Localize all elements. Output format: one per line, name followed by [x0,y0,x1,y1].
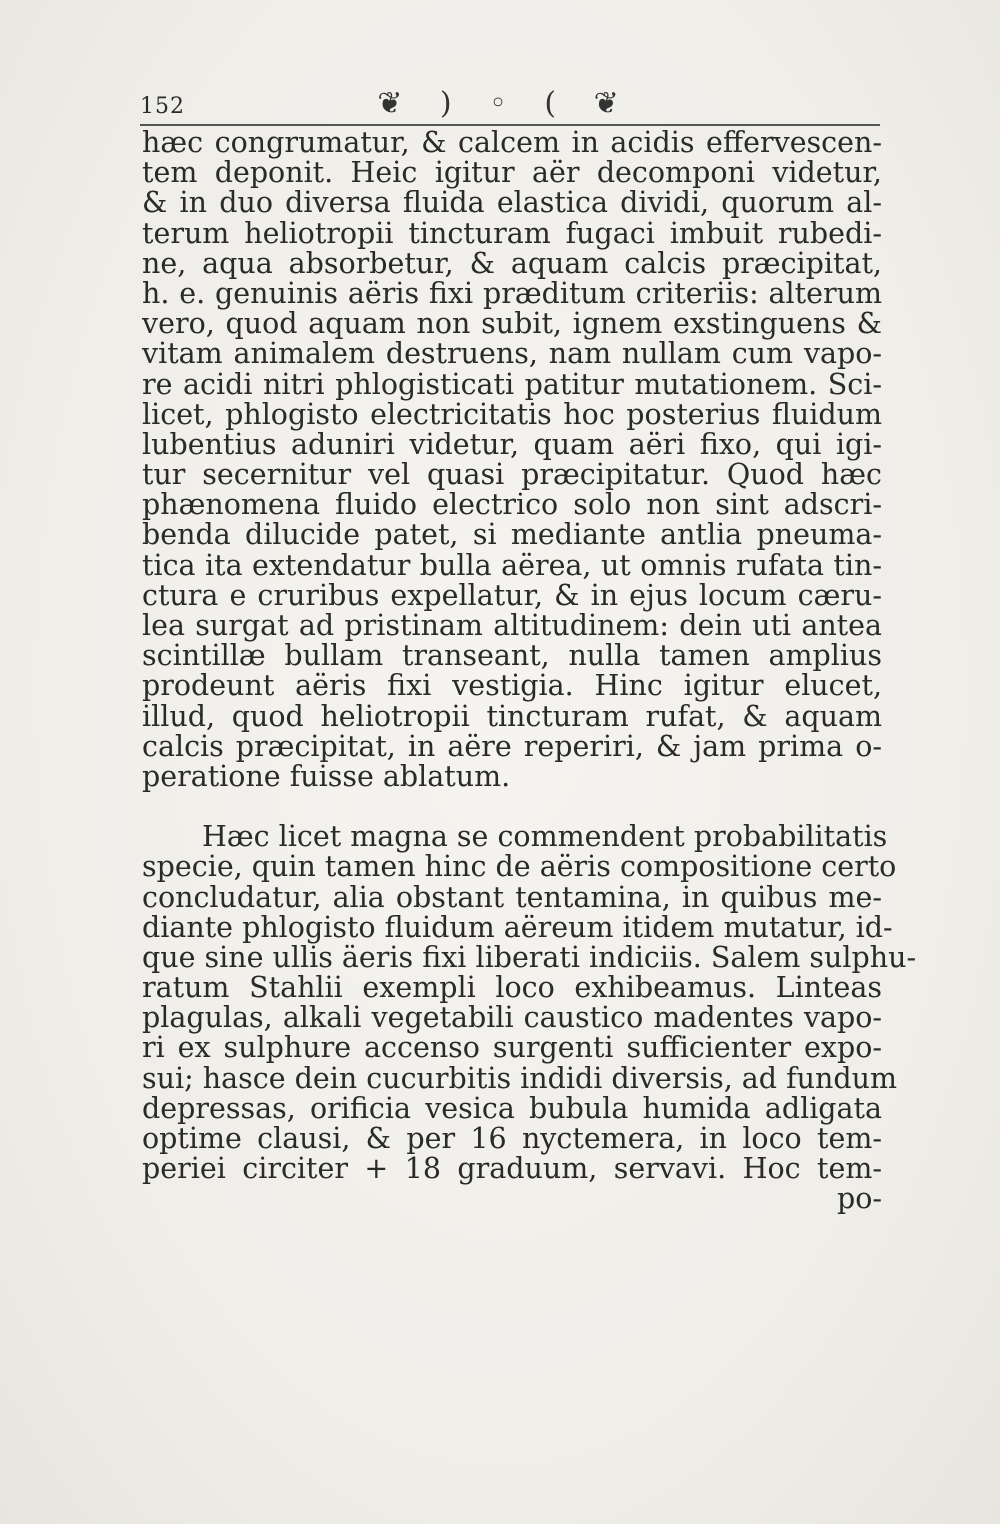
paragraph-gap [142,792,882,822]
text-line: terum heliotropii tincturam fugaci imbuit rubedi- [142,216,882,250]
text-line: Hæc licet magna se commendent probabilitatis [202,820,888,854]
text-line: ri ex sulphure accenso surgenti sufficienter expo- [142,1031,882,1065]
text-line: scintillæ bullam transeant, nulla tamen amplius [142,639,882,673]
text-line: plagulas, alkali vegetabili caustico madentes vapo- [142,1001,882,1035]
text-line: licet, phlogisto electricitatis hoc posterius fluidum [142,397,882,431]
catchword: po- [836,1182,882,1216]
text-line: tur secernitur vel quasi præcipitatur. Quod hæc [142,458,882,492]
text-line: benda dilucide patet, si mediante antlia pneuma- [142,518,882,552]
paragraph-1 [142,128,882,792]
text-line: tica ita extendatur bulla aërea, ut omnis rufata tin- [142,548,882,582]
header-ornament: ❦ ) ◦ ( ❦ [377,86,633,121]
text-line: optime clausi, & per 16 nyctemera, in loco tem- [142,1122,882,1155]
text-line: lubentius aduniri videtur, quam aëri fixo, qui igi- [142,427,882,461]
text-line: depressas, orificia vesica bubula humida adligata [142,1091,882,1125]
text-line: sui; hasce dein cucurbitis indidi diversis, ad fundum [142,1061,897,1095]
text-line: peratione fuisse ablatum. [142,759,511,793]
text-line: concludatur, alia obstant tentamina, in quibus me- [142,880,882,914]
text-line: ctura e cruribus expellatur, & in ejus locum cæru- [142,578,882,612]
text-line: hæc congrumatur, & calcem in acidis effervescen- [142,126,882,159]
text-line: ratum Stahlii exempli loco exhibeamus. Linteas [142,971,882,1005]
page-number: 152 [140,94,185,119]
text-line: re acidi nitri phlogisticati patitur mutationem. Sci- [142,367,882,401]
text-line: vero, quod aquam non subit, ignem exstinguens & [142,307,882,341]
text-line: tem deponit. Heic igitur aër decomponi videtur, [142,156,882,190]
text-line: & in duo diversa fluida elastica dividi, quorum al- [142,186,882,220]
text-line: ne, aqua absorbetur, & aquam calcis præcipitat, [142,246,882,280]
text-line: periei circiter + 18 graduum, servavi. Hoc tem- [142,1152,882,1186]
text-line: que sine ullis äeris fixi liberati indiciis. Salem sulphu- [142,940,917,974]
text-line: lea surgat ad pristinam altitudinem: dein uti antea [142,609,882,642]
body-text [142,126,917,1216]
text-line: h. e. genuinis aëris fixi præditum criteriis: alterum [142,276,882,310]
running-header [140,78,880,126]
text-line: calcis præcipitat, in aëre reperiri, & jam prima o- [142,729,882,763]
text-line: illud, quod heliotropii tincturam rufat, & aquam [142,699,882,733]
paragraph-2 [142,820,917,1216]
text-line: vitam animalem destruens, nam nullam cum vapo- [142,337,882,371]
text-line: prodeunt aëris fixi vestigia. Hinc igitur elucet, [142,669,882,703]
text-line: phænomena fluido electrico solo non sint adscri- [142,488,882,522]
text-line: diante phlogisto fluidum aëreum itidem mutatur, id- [142,910,893,944]
text-line: specie, quin tamen hinc de aëris compositione certo [142,850,897,884]
